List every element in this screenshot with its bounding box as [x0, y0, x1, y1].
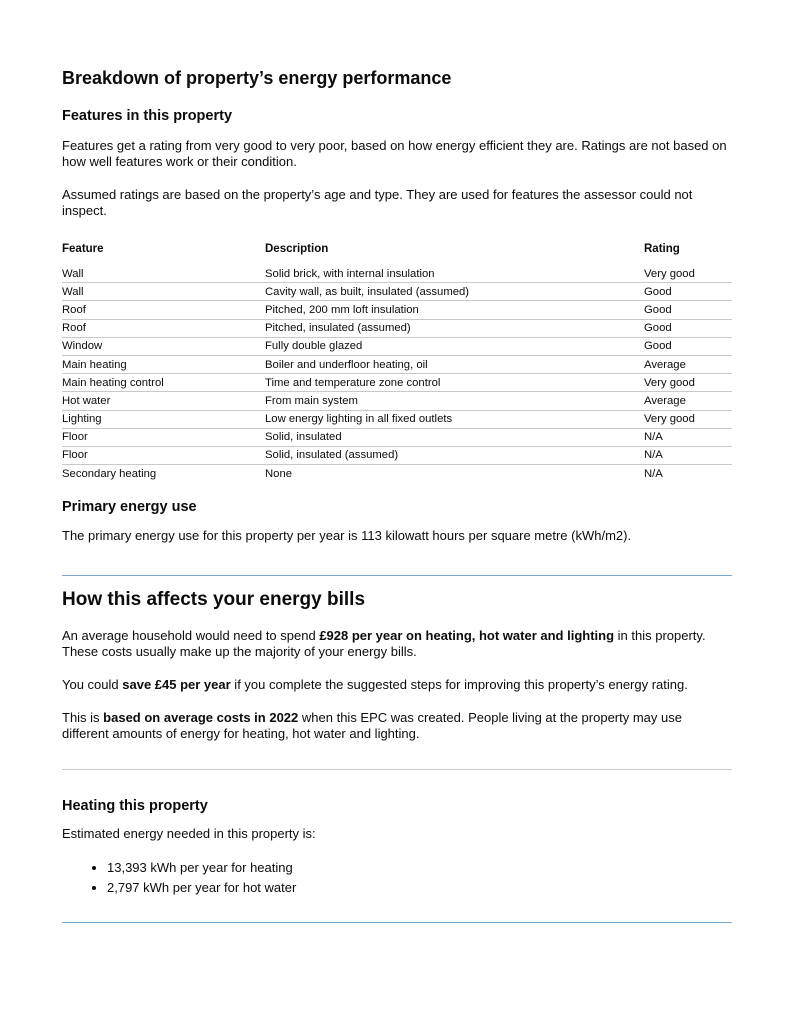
bills-p2-text: You could	[62, 677, 123, 692]
table-row	[62, 465, 732, 483]
cell-feature: Floor	[62, 428, 265, 446]
bills-paragraph-savings	[62, 677, 732, 693]
cell-rating: Very good	[644, 374, 732, 392]
cell-rating: N/A	[644, 467, 663, 480]
cell-rating: N/A	[644, 446, 732, 464]
table-row	[62, 374, 732, 392]
cell-description: Low energy lighting in all fixed outlets	[265, 410, 644, 428]
header-rating: Rating	[644, 243, 680, 255]
bills-p1-text-end: in this property. These costs usually make up the majority of your energy bills.	[62, 628, 706, 659]
cell-rating: Very good	[644, 265, 732, 283]
cell-feature: Floor	[62, 446, 265, 464]
cell-description: None	[265, 467, 293, 480]
list-item: • 2,797 kWh per year for hot water	[107, 878, 296, 898]
cell-feature: Lighting	[62, 410, 265, 428]
cell-description: Boiler and underfloor heating, oil	[265, 355, 644, 373]
breakdown-title: Breakdown of property’s energy performance	[62, 68, 452, 88]
primary-energy-heading: Primary energy use	[62, 499, 197, 515]
section-divider	[62, 575, 732, 576]
bills-p3-text: This is	[62, 710, 104, 725]
cell-rating: Good	[644, 319, 732, 337]
cell-feature: Roof	[62, 319, 265, 337]
features-heading: Features in this property	[62, 108, 233, 124]
energy-needs-list	[62, 858, 296, 898]
header-description: Description	[265, 243, 329, 255]
cell-feature: Wall	[62, 265, 265, 283]
cell-description: From main system	[265, 392, 644, 410]
header-feature: Feature	[62, 243, 104, 255]
features-intro-1: Features get a rating from very good to very poor, based on how energy efficient they are. Ratings are not based on how well features work or their condition.	[62, 138, 727, 169]
table-row	[62, 283, 732, 301]
primary-energy-text: The primary energy use for this property per year is 113 kilowatt hours per square metre (kWh/m2).	[62, 528, 632, 543]
sub-divider	[62, 769, 732, 770]
table-row	[62, 301, 732, 319]
cell-feature: Secondary heating	[62, 467, 157, 480]
cell-description: Time and temperature zone control	[265, 374, 644, 392]
table-row	[62, 446, 732, 464]
bills-p2-text-end: if you complete the suggested steps for improving this property’s energy rating.	[230, 677, 688, 692]
cell-description: Pitched, 200 mm loft insulation	[265, 301, 644, 319]
cell-rating: Good	[644, 301, 732, 319]
list-item: • 13,393 kWh per year for heating	[107, 858, 296, 878]
cell-rating: Very good	[644, 410, 732, 428]
cell-feature: Window	[62, 337, 265, 355]
cell-rating: Good	[644, 337, 732, 355]
heating-intro: Estimated energy needed in this property is:	[62, 826, 316, 841]
cell-description: Solid brick, with internal insulation	[265, 265, 644, 283]
cell-feature: Main heating	[62, 355, 265, 373]
cell-rating: Average	[644, 392, 732, 410]
cell-rating: Average	[644, 355, 732, 373]
features-intro-2: Assumed ratings are based on the property’s age and type. They are used for features the assessor could not inspect.	[62, 187, 693, 218]
cell-rating: N/A	[644, 428, 732, 446]
bills-title: How this affects your energy bills	[62, 589, 366, 610]
cell-rating: Good	[644, 283, 732, 301]
cell-feature: Hot water	[62, 392, 265, 410]
cell-description: Pitched, insulated (assumed)	[265, 319, 644, 337]
cell-description: Solid, insulated (assumed)	[265, 446, 644, 464]
bills-p3-bold: based on average costs in 2022	[103, 710, 299, 725]
features-table	[62, 240, 732, 482]
bills-p1-bold: £928 per year on heating, hot water and lighting	[319, 628, 615, 643]
bills-p3-text-end: when this EPC was created. People living at the property may use different amounts of energy for heating, hot water and lighting.	[62, 710, 682, 741]
cell-description: Fully double glazed	[265, 337, 644, 355]
bills-p1-text: An average household would need to spend	[62, 628, 320, 643]
cell-feature: Main heating control	[62, 374, 265, 392]
cell-description: Cavity wall, as built, insulated (assumed)	[265, 283, 644, 301]
table-row	[62, 319, 732, 337]
bills-paragraph-cost	[62, 628, 732, 660]
cell-description: Solid, insulated	[265, 428, 644, 446]
cell-feature: Wall	[62, 283, 265, 301]
table-row	[62, 410, 732, 428]
bills-paragraph-basis	[62, 710, 732, 742]
cell-feature: Roof	[62, 301, 265, 319]
table-row	[62, 265, 732, 283]
table-header-row	[62, 240, 732, 265]
heating-heading: Heating this property	[62, 798, 208, 814]
table-row	[62, 355, 732, 373]
table-row	[62, 337, 732, 355]
table-row	[62, 428, 732, 446]
bills-p2-bold: save £45 per year	[122, 677, 231, 692]
section-divider-bottom	[62, 922, 732, 923]
table-row	[62, 392, 732, 410]
